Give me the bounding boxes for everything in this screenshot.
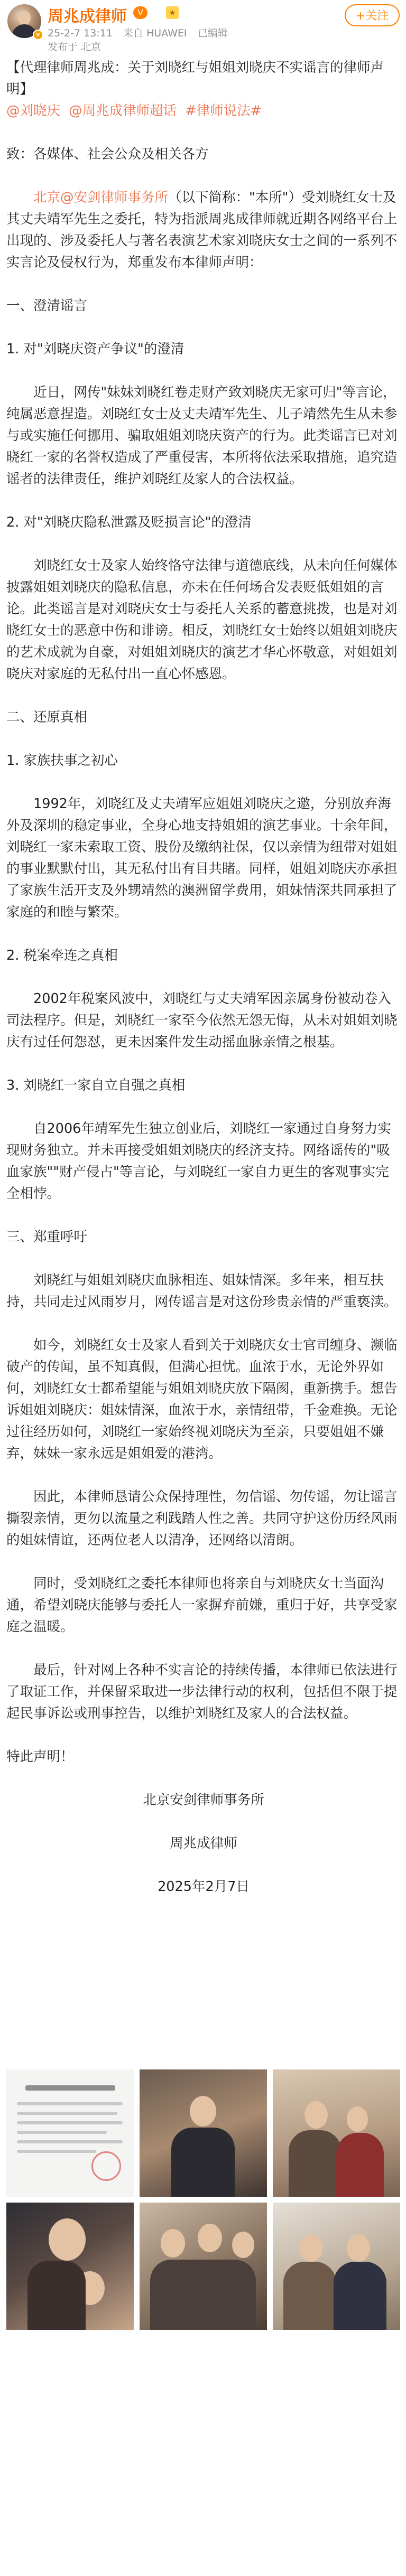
spacer xyxy=(6,1725,401,1746)
avatar-face xyxy=(18,11,31,25)
intro-text: （以下简称："本所"）受刘晓红女士及其丈夫靖军先生之委托，特为指派周兆成律师就近期各网络平台上出现的、涉及委托人与著名表演艺术家刘晓庆女士之间的一系列不实言论及侵权行为，郑重发布本律师声明： xyxy=(6,190,398,270)
post-meta xyxy=(48,25,235,40)
person-head xyxy=(299,2234,322,2262)
doc-line xyxy=(17,2121,123,2124)
spacer xyxy=(6,1205,401,1226)
spacer xyxy=(6,1811,401,1833)
post-source: 来自 HUAWEI xyxy=(123,27,187,39)
spacer xyxy=(6,274,401,295)
person-body xyxy=(27,2261,86,2330)
image-statement-document[interactable] xyxy=(6,2069,134,2197)
spacer xyxy=(6,1248,401,1270)
image-photo-2[interactable] xyxy=(273,2069,400,2197)
tag-mention-liuxiaoqing[interactable]: @刘晓庆 xyxy=(6,103,61,119)
intro-paragraph xyxy=(6,187,401,274)
spacer xyxy=(6,728,401,750)
vip-badge: V xyxy=(133,6,147,19)
doc-line xyxy=(17,2150,96,2153)
spacer xyxy=(6,1768,401,1790)
spacer xyxy=(6,967,401,988)
person-body xyxy=(283,2262,336,2330)
person-head xyxy=(161,2229,185,2257)
post-image-grid xyxy=(6,2069,401,2571)
image-photo-3[interactable] xyxy=(6,2203,134,2330)
section-3-paragraph-4: 同时，受刘晓红之委托本律师也将亲自与刘晓庆女士当面沟通，希望刘晓庆能够与委托人一家摒弃前嫌，重归于好，共享受家庭之温暖。 xyxy=(6,1576,398,1635)
subsection-2-2-text: 2002年税案风波中，刘晓红与丈夫靖军因亲属身份被动卷入司法程序。但是，刘晓红一家至今依然无怨无悔，从未对姐姐刘晓庆有过任何怨怼，更未因案件发生动摇血脉亲情之根基。 xyxy=(6,991,398,1050)
spacer xyxy=(6,1465,401,1486)
greeting: 致：各媒体、社会公众及相关各方 xyxy=(6,146,209,162)
spacer xyxy=(6,1097,401,1118)
doc-line xyxy=(17,2112,117,2115)
subsection-2-1-heading: 1. 家族扶事之初心 xyxy=(6,753,118,769)
image-photo-4[interactable] xyxy=(140,2203,267,2330)
firm-mention-link[interactable]: 北京@安剑律师事务所 xyxy=(33,190,169,205)
spacer xyxy=(6,923,401,945)
closing-statement: 特此声明！ xyxy=(6,1749,74,1765)
spacer xyxy=(6,1638,401,1660)
section-3-paragraph-5: 最后，针对网上各种不实言论的持续传播，本律师已依法进行了取证工作，并保留采取进一步法律行动的权利，包括但不限于提起民事诉讼或刑事控告，以维护刘晓红及家人的合法权益。 xyxy=(6,1662,398,1721)
person-head xyxy=(232,2232,254,2258)
section-2-heading: 二、还原真相 xyxy=(6,709,88,725)
seal-stamp-icon xyxy=(91,2151,121,2181)
spacer xyxy=(6,122,401,144)
tag-supertopic[interactable]: @周兆成律师超话 xyxy=(69,103,177,119)
verified-badge-icon: v xyxy=(33,30,43,40)
person-body xyxy=(336,2133,384,2197)
person-body xyxy=(171,2128,235,2197)
group-body xyxy=(150,2260,256,2330)
subsection-1-1-heading: 1. 对"刘晓庆资产争议"的澄清 xyxy=(6,341,184,357)
subsection-1-1-text: 近日，网传"妹妹刘晓红卷走财产致刘晓庆无家可归"等言论，纯属恶意捏造。刘晓红女士及丈夫靖军先生、儿子靖然先生从未参与或实施任何挪用、骗取姐姐刘晓庆资产的行为。此类谣言已对刘晓红一家的名誉权造成了严重侵害，本所将依法采取措施，追究造谣者的法律责任，维护刘晓红及家人的合法权益。 xyxy=(6,385,398,487)
spacer xyxy=(6,685,401,707)
spacer xyxy=(6,1313,401,1335)
signature-lawyer: 周兆成律师 xyxy=(170,1835,237,1851)
doc-line xyxy=(17,2140,123,2143)
image-photo-5[interactable] xyxy=(273,2203,400,2330)
subsection-2-3-heading: 3. 刘晓红一家自立自强之真相 xyxy=(6,1078,186,1093)
post-tags xyxy=(6,100,401,122)
post-edited: 已编辑 xyxy=(197,27,228,39)
spacer xyxy=(6,490,401,512)
subsection-2-1-text: 1992年，刘晓红及丈夫靖军应姐姐刘晓庆之邀，分别放弃海外及深圳的稳定事业，全身心地支持姐姐的演艺事业。十余年间，刘晓红一家未索取工资、股份及缴纳社保，仅以亲情为纽带对姐姐的事业默默付出，其无私付出有目共睹。同样，姐姐刘晓庆亦承担了家族生活开支及外甥靖然的澳洲留学费用，姐妹情深共同承担了家庭的和睦与繁荣。 xyxy=(6,796,398,920)
post-title: 【代理律师周兆成：关于刘晓红与姐姐刘晓庆不实谣言的律师声明】 xyxy=(6,60,384,97)
doc-title-line xyxy=(25,2085,115,2091)
section-3-paragraph-2: 如今，刘晓红女士及家人看到关于刘晓庆女士官司缠身、濒临破产的传闻，虽不知真假，但满心担忧。血浓于水，无论外界如何，刘晓红女士都希望能与姐姐刘晓庆放下隔阂，重新携手。想告诉姐姐刘晓庆：姐妹情深，血浓于水，亲情纽带，千金难换。无论过往经历如何，刘晓红一家始终视刘晓庆为至亲，只要姐姐不嫌弃，妹妹一家永远是姐姐爱的港湾。 xyxy=(6,1337,398,1462)
post-content xyxy=(6,57,401,1898)
doc-line xyxy=(17,2131,107,2134)
spacer xyxy=(6,1551,401,1573)
person-head xyxy=(347,2234,370,2262)
section-3-paragraph-1: 刘晓红与姐姐刘晓庆血脉相连、姐妹情深。多年来，相互扶持，共同走过风雨岁月，网传谣言是对这份珍贵亲情的严重亵渎。 xyxy=(6,1272,398,1310)
person-head xyxy=(49,2218,86,2261)
section-3-paragraph-3: 因此，本律师恳请公众保持理性，勿信谣、勿传谣，勿让谣言撕裂亲情，更勿以流量之利践踏人性之善。共同守护这份历经风雨的姐妹情谊，还两位老人以清净，还网络以清朗。 xyxy=(6,1489,398,1548)
section-3-heading: 三、郑重呼吁 xyxy=(6,1229,88,1245)
subsection-2-2-heading: 2. 税案牵连之真相 xyxy=(6,948,118,963)
person-body xyxy=(289,2130,342,2197)
person-head xyxy=(190,2096,216,2127)
spacer xyxy=(6,360,401,382)
subsection-1-2-text: 刘晓红女士及家人始终恪守法律与道德底线，从未向任何媒体披露姐姐刘晓庆的隐私信息，亦未在任何场合发表贬低姐姐的言论。此类谣言是对刘晓庆女士与委托人关系的蓄意挑拨，也是对刘晓红女士的恶意中伤和诽谤。相反，刘晓红女士始终以姐姐刘晓庆的艺术成就为自豪，对姐姐刘晓庆的演艺才华心怀敬意，对姐姐刘晓庆对家庭的无私付出一直心怀感恩。 xyxy=(6,558,398,682)
image-photo-1[interactable] xyxy=(140,2069,267,2197)
person-body xyxy=(334,2262,386,2330)
author-name[interactable]: 周兆成律师 xyxy=(48,7,127,26)
spacer xyxy=(6,1053,401,1075)
spacer xyxy=(6,772,401,793)
signature-date: 2025年2月7日 xyxy=(158,1879,250,1895)
subsection-2-3-text: 自2006年靖军先生独立创业后，刘晓红一家通过自身努力实现财务独立。并未再接受姐姐刘晓庆的经济支持。网络谣传的"吸血家族""财产侵占"等言论，与刘晓红一家自力更生的客观事实完全相悖。 xyxy=(6,1121,391,1202)
follow-button[interactable]: +关注 xyxy=(345,4,400,26)
tag-hashtag[interactable]: #律师说法# xyxy=(185,103,262,119)
spacer xyxy=(6,317,401,339)
award-badge-icon: ★ xyxy=(166,6,179,19)
spacer xyxy=(6,533,401,555)
subsection-1-2-heading: 2. 对"刘晓庆隐私泄露及贬损言论"的澄清 xyxy=(6,514,252,530)
spacer xyxy=(6,165,401,187)
signature-firm: 北京安剑律师事务所 xyxy=(143,1792,264,1808)
person-head xyxy=(198,2224,222,2252)
section-1-heading: 一、澄清谣言 xyxy=(6,298,88,314)
person-head xyxy=(347,2106,368,2132)
person-head xyxy=(304,2101,328,2129)
post-location: 发布于 北京 xyxy=(48,41,102,53)
doc-line xyxy=(17,2102,123,2105)
spacer xyxy=(6,1854,401,1876)
post-date: 25-2-7 13:11 xyxy=(48,27,113,39)
post-header xyxy=(0,0,406,53)
